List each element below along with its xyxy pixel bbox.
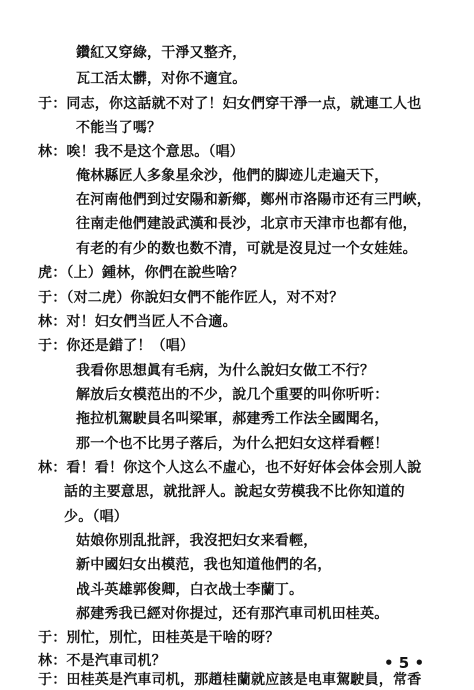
- text-line: 于：別忙，別忙，田桂英是干啥的呀？: [38, 630, 280, 646]
- text-line: 我看你思想眞有毛病，为什么說妇女做工不行？: [76, 363, 375, 379]
- text-line: 于：你还是錯了！（唱）: [38, 338, 195, 354]
- text-line: 林：不是汽車司机？: [38, 653, 166, 669]
- page-number: • 5 •: [384, 654, 425, 672]
- text-line: 話的主要意思，就批評人。說起女劳模我不比你知道的: [64, 484, 405, 500]
- text-line: 有老的有少的数也数不清，可就是沒見过一个女娃娃。: [76, 241, 417, 257]
- text-line: 少。（唱）: [64, 509, 128, 525]
- text-line: 解放后女模范出的不少，說几个重要的叫你听听：: [76, 387, 389, 403]
- text-line: 战斗英雄郭俊卿，白衣战士李蘭丁。: [76, 582, 304, 598]
- text-line: 新中國妇女出模范，我也知道他們的名，: [76, 557, 332, 573]
- text-line: 拖拉机駕駛員名叫梁軍，郝建秀工作法全國聞名，: [76, 411, 389, 427]
- text-line: 林：看！看！你这个人这么不虛心，也不好好体会体会別人說: [38, 460, 422, 476]
- text-line: 林：对！妇女們当匠人不合適。: [38, 314, 237, 330]
- text-line: 林：唉！我不是这个意思。（唱）: [38, 144, 244, 160]
- text-line: 不能当了嗎？: [76, 120, 162, 136]
- text-line: 鑽紅又穿綠，干淨又整齐，: [76, 45, 247, 61]
- text-line: 郝建秀我已經对你提过，还有那汽車司机田桂英。: [76, 606, 389, 622]
- text-line: 姑娘你別乱批評，我沒把妇女来看輕，: [76, 533, 318, 549]
- text-line: 瓦工活太髒，对你不適宜。: [76, 71, 247, 87]
- text-line: 于：田桂英是汽車司机，那趙桂蘭就应該是电車駕駛員，常香: [38, 672, 422, 688]
- text-line: 在河南他們到过安陽和新鄉，鄭州市洛陽市还有三門峽，: [76, 192, 431, 208]
- text-line: 往南走他們建設武漢和長沙，北京市天津市也都有他，: [76, 216, 417, 232]
- text-line: 那一个也不比男子落后，为什么把妇女这样看輕！: [76, 436, 389, 452]
- text-line: 俺林縣匠人多象星氽沙，他們的脚迹儿走遍天下，: [76, 168, 389, 184]
- text-line: 于：同志，你这話就不对了！妇女們穿干淨一点，就連工人也: [38, 96, 422, 112]
- text-line: 于：（对二虎）你說妇女們不能作匠人，对不对？: [38, 290, 344, 306]
- text-line: 虎：（上）鍾林，你們在說些啥？: [38, 265, 244, 281]
